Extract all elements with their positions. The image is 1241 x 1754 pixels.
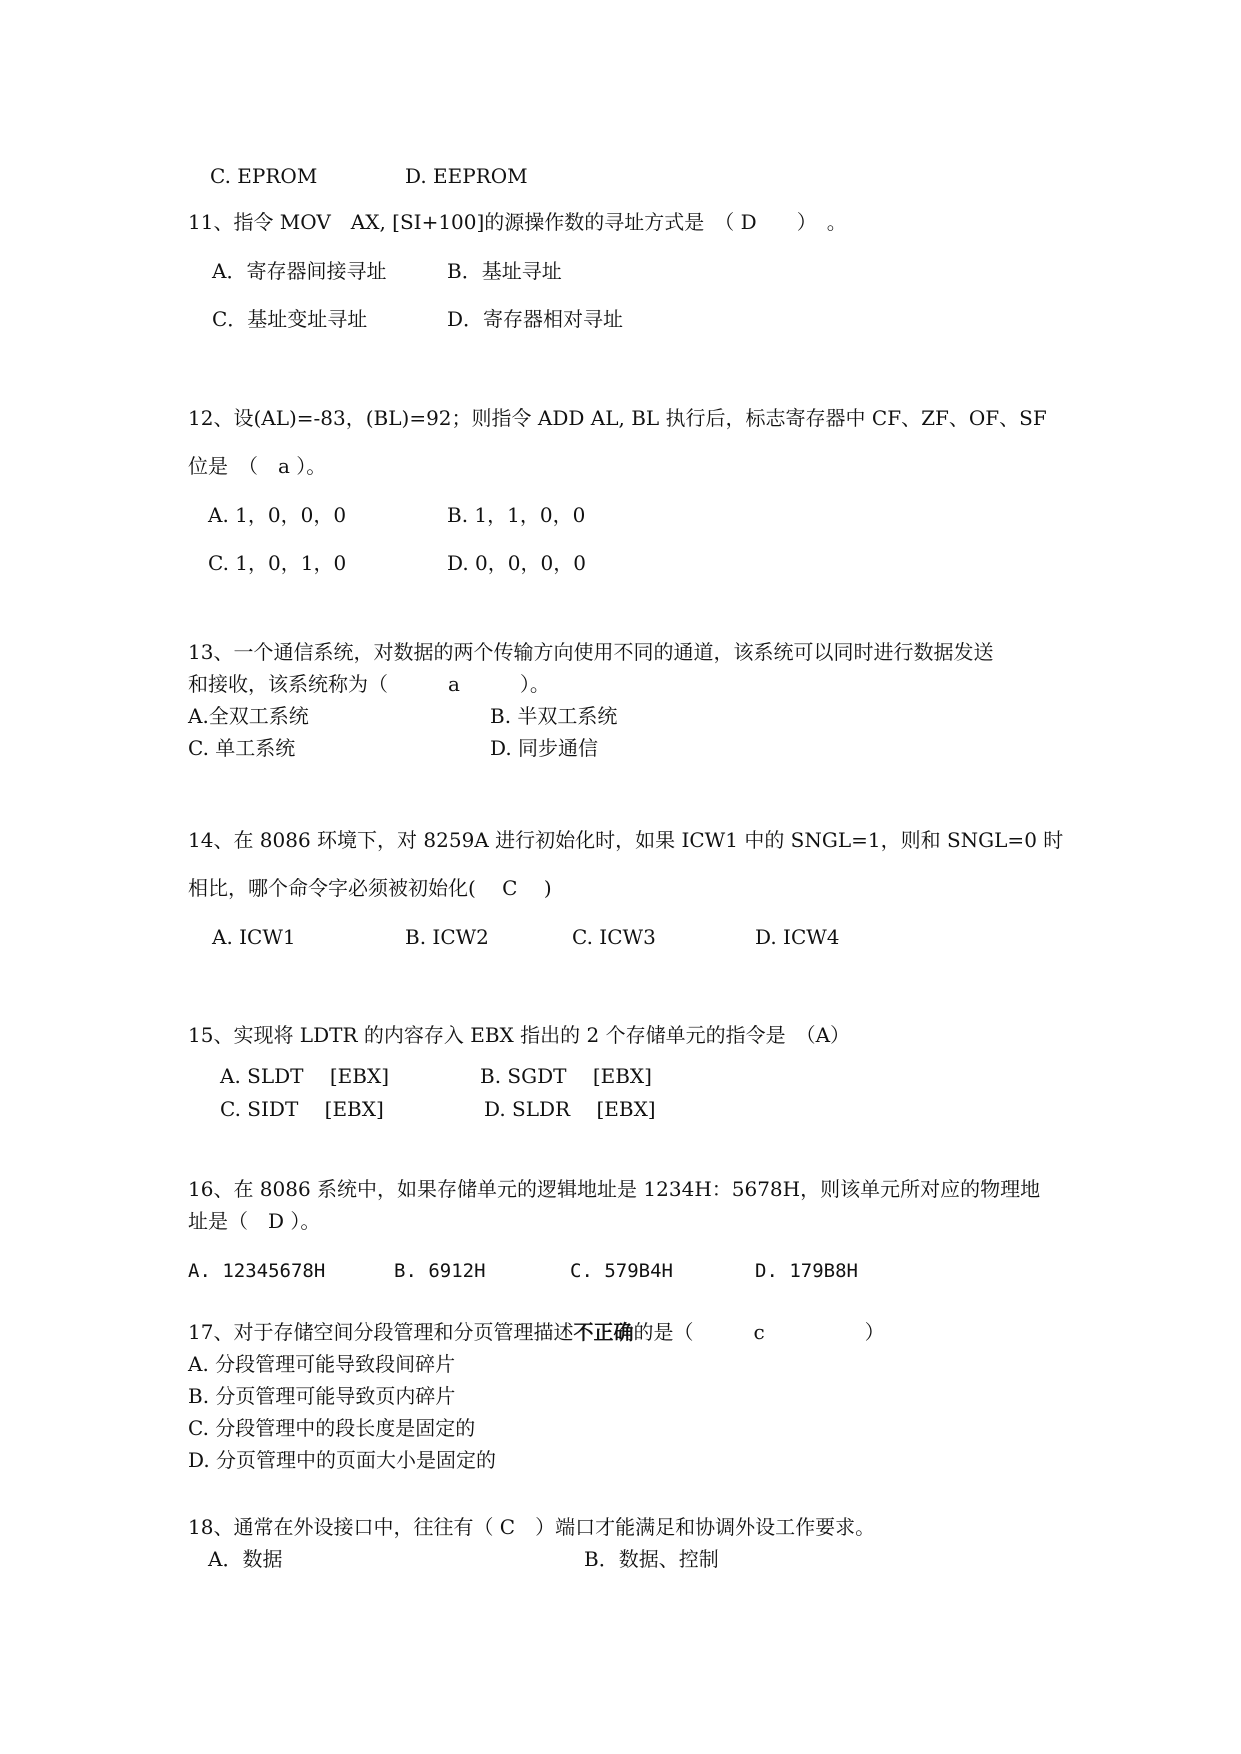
q10-option-d: D. EEPROM [405, 164, 528, 188]
q16-option-b: B. 6912H [394, 1260, 486, 1282]
q16-option-d: D. 179B8H [755, 1260, 858, 1282]
q14-option-a: A. ICW1 [212, 925, 296, 949]
q14-stem-line2: 相比，哪个命令字必须被初始化( C ) [188, 876, 552, 900]
q15-option-c: C. SIDT [EBX] [220, 1097, 384, 1121]
q11-stem: 11、指令 MOV AX, [SI+100]的源操作数的寻址方式是 （ D ） 。 [188, 210, 847, 234]
q16-option-c: C. 579B4H [570, 1260, 673, 1282]
q14-option-c: C. ICW3 [572, 925, 656, 949]
q13-stem-line1: 13、一个通信系统，对数据的两个传输方向使用不同的通道，该系统可以同时进行数据发送 [188, 640, 994, 664]
q15-option-d: D. SLDR [EBX] [484, 1097, 656, 1121]
q17-stem [188, 1322, 885, 1342]
q11-option-b: B．基址寻址 [447, 259, 562, 283]
q11-option-c: C．基址变址寻址 [212, 307, 368, 331]
q14-stem-line1: 14、在 8086 环境下，对 8259A 进行初始化时，如果 ICW1 中的 SNGL=1，则和 SNGL=0 时 [188, 828, 1064, 852]
q13-option-d: D. 同步通信 [490, 736, 599, 760]
q13-option-c: C. 单工系统 [188, 736, 296, 760]
q13-option-a: A.全双工系统 [188, 704, 309, 728]
q15-stem: 15、实现将 LDTR 的内容存入 EBX 指出的 2 个存储单元的指令是 （A） [188, 1023, 851, 1047]
q12-option-c: C. 1，0，1，0 [208, 551, 347, 575]
q10-option-c: C. EPROM [210, 164, 318, 188]
q18-stem: 18、通常在外设接口中，往往有（ C ）端口才能满足和协调外设工作要求。 [188, 1515, 876, 1539]
q16-stem-line1: 16、在 8086 系统中，如果存储单元的逻辑地址是 1234H：5678H，则该单元所对应的物理地 [188, 1177, 1041, 1201]
q17-option-c: C. 分段管理中的段长度是固定的 [188, 1416, 476, 1440]
q14-option-b: B. ICW2 [405, 925, 489, 949]
q16-stem-line2: 址是（ D ）。 [188, 1209, 321, 1233]
q13-stem-line2: 和接收，该系统称为（ a ）。 [188, 672, 550, 696]
q15-option-a: A. SLDT [EBX] [220, 1064, 390, 1088]
q14-option-d: D. ICW4 [755, 925, 840, 949]
q17-stem-suffix: 的是（ c ） [633, 1320, 885, 1344]
q17-stem-prefix: 17、对于存储空间分段管理和分页管理描述 [188, 1320, 574, 1344]
q17-option-a: A. 分段管理可能导致段间碎片 [188, 1352, 456, 1376]
q17-option-b: B. 分页管理可能导致页内碎片 [188, 1384, 456, 1408]
q17-option-d: D. 分页管理中的页面大小是固定的 [188, 1448, 497, 1472]
q18-option-b: B．数据、控制 [584, 1547, 719, 1571]
q12-option-a: A. 1，0，0，0 [208, 503, 347, 527]
q13-option-b: B. 半双工系统 [490, 704, 618, 728]
q12-stem-line2: 位是 （ a ）。 [188, 454, 327, 478]
q15-option-b: B. SGDT [EBX] [480, 1064, 652, 1088]
q16-option-a: A. 12345678H [188, 1260, 326, 1282]
q12-option-d: D. 0，0，0，0 [447, 551, 586, 575]
q11-option-a: A．寄存器间接寻址 [212, 259, 387, 283]
q18-option-a: A．数据 [208, 1547, 283, 1571]
q17-stem-emphasis: 不正确 [573, 1320, 634, 1344]
q12-option-b: B. 1，1，0，0 [447, 503, 586, 527]
q11-option-d: D．寄存器相对寻址 [447, 307, 624, 331]
q12-stem-line1: 12、设(AL)=-83，(BL)=92；则指令 ADD AL, BL 执行后，标志寄存器中 CF、ZF、OF、SF [188, 406, 1047, 430]
